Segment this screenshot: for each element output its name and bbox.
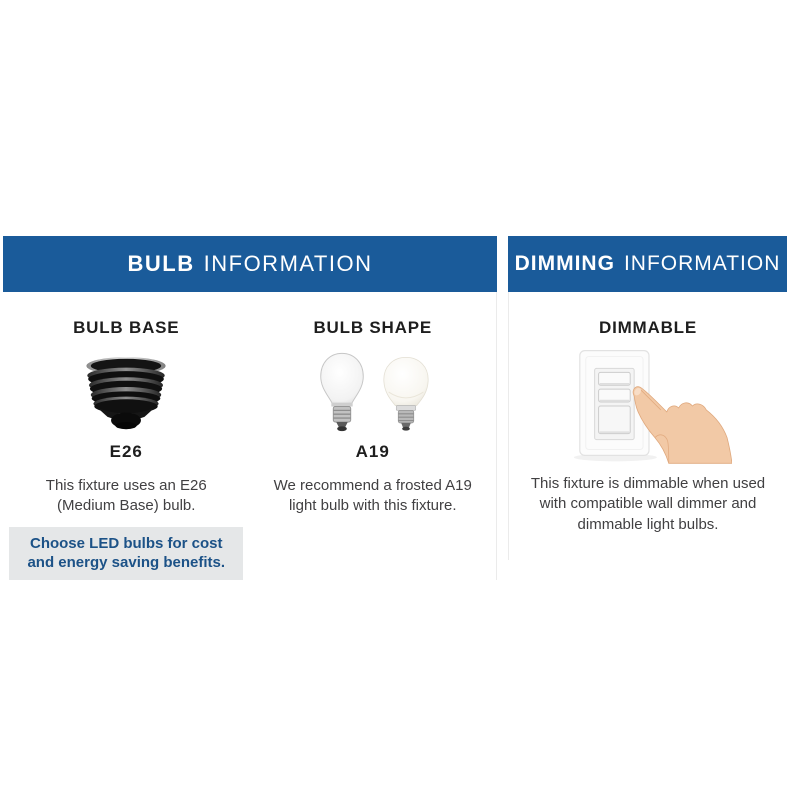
led-a19-bulb-image	[379, 355, 433, 433]
bulb-shape-heading: BULB SHAPE	[313, 318, 432, 337]
header-regular-text: INFORMATION	[203, 251, 373, 276]
wall-dimmer-with-hand-image	[564, 344, 732, 464]
header-bold-text: DIMMING	[514, 252, 615, 275]
dimmable-column	[509, 292, 787, 560]
bulb-shape-column	[250, 292, 497, 580]
header-regular-text: INFORMATION	[623, 252, 781, 275]
bulb-information-content	[3, 292, 497, 580]
bulb-base-column	[3, 292, 250, 580]
bulb-shape-description: We recommend a frosted A19 light bulb with this fixture.	[273, 477, 472, 515]
bulb-shape-images-wrap	[313, 351, 433, 433]
info-panels	[3, 236, 787, 580]
frosted-a19-bulb-image	[313, 351, 371, 433]
dimmable-heading: DIMMABLE	[599, 318, 697, 337]
bulb-information-header	[3, 236, 497, 292]
led-tip-callout: Choose LED bulbs for cost and energy saving benefits.	[9, 527, 243, 581]
bulb-information-panel	[3, 236, 497, 580]
bulb-base-heading: BULB BASE	[73, 318, 180, 337]
dimmer-image-wrap	[564, 344, 732, 464]
bulb-shape-label: A19	[355, 442, 390, 461]
dimming-information-content	[508, 292, 787, 560]
dimming-information-panel	[508, 236, 787, 580]
bulb-base-label: E26	[109, 442, 143, 461]
dimming-information-header	[508, 236, 787, 292]
bulb-base-description: This fixture uses an E26 (Medium Base) bulb.	[45, 477, 207, 515]
e26-screw-base-image	[82, 355, 170, 433]
dimmable-description: This fixture is dimmable when used with compatible wall dimmer and dimmable light bulbs.	[530, 475, 766, 533]
bulb-base-image-wrap	[82, 351, 170, 433]
header-bold-text: BULB	[127, 251, 195, 276]
